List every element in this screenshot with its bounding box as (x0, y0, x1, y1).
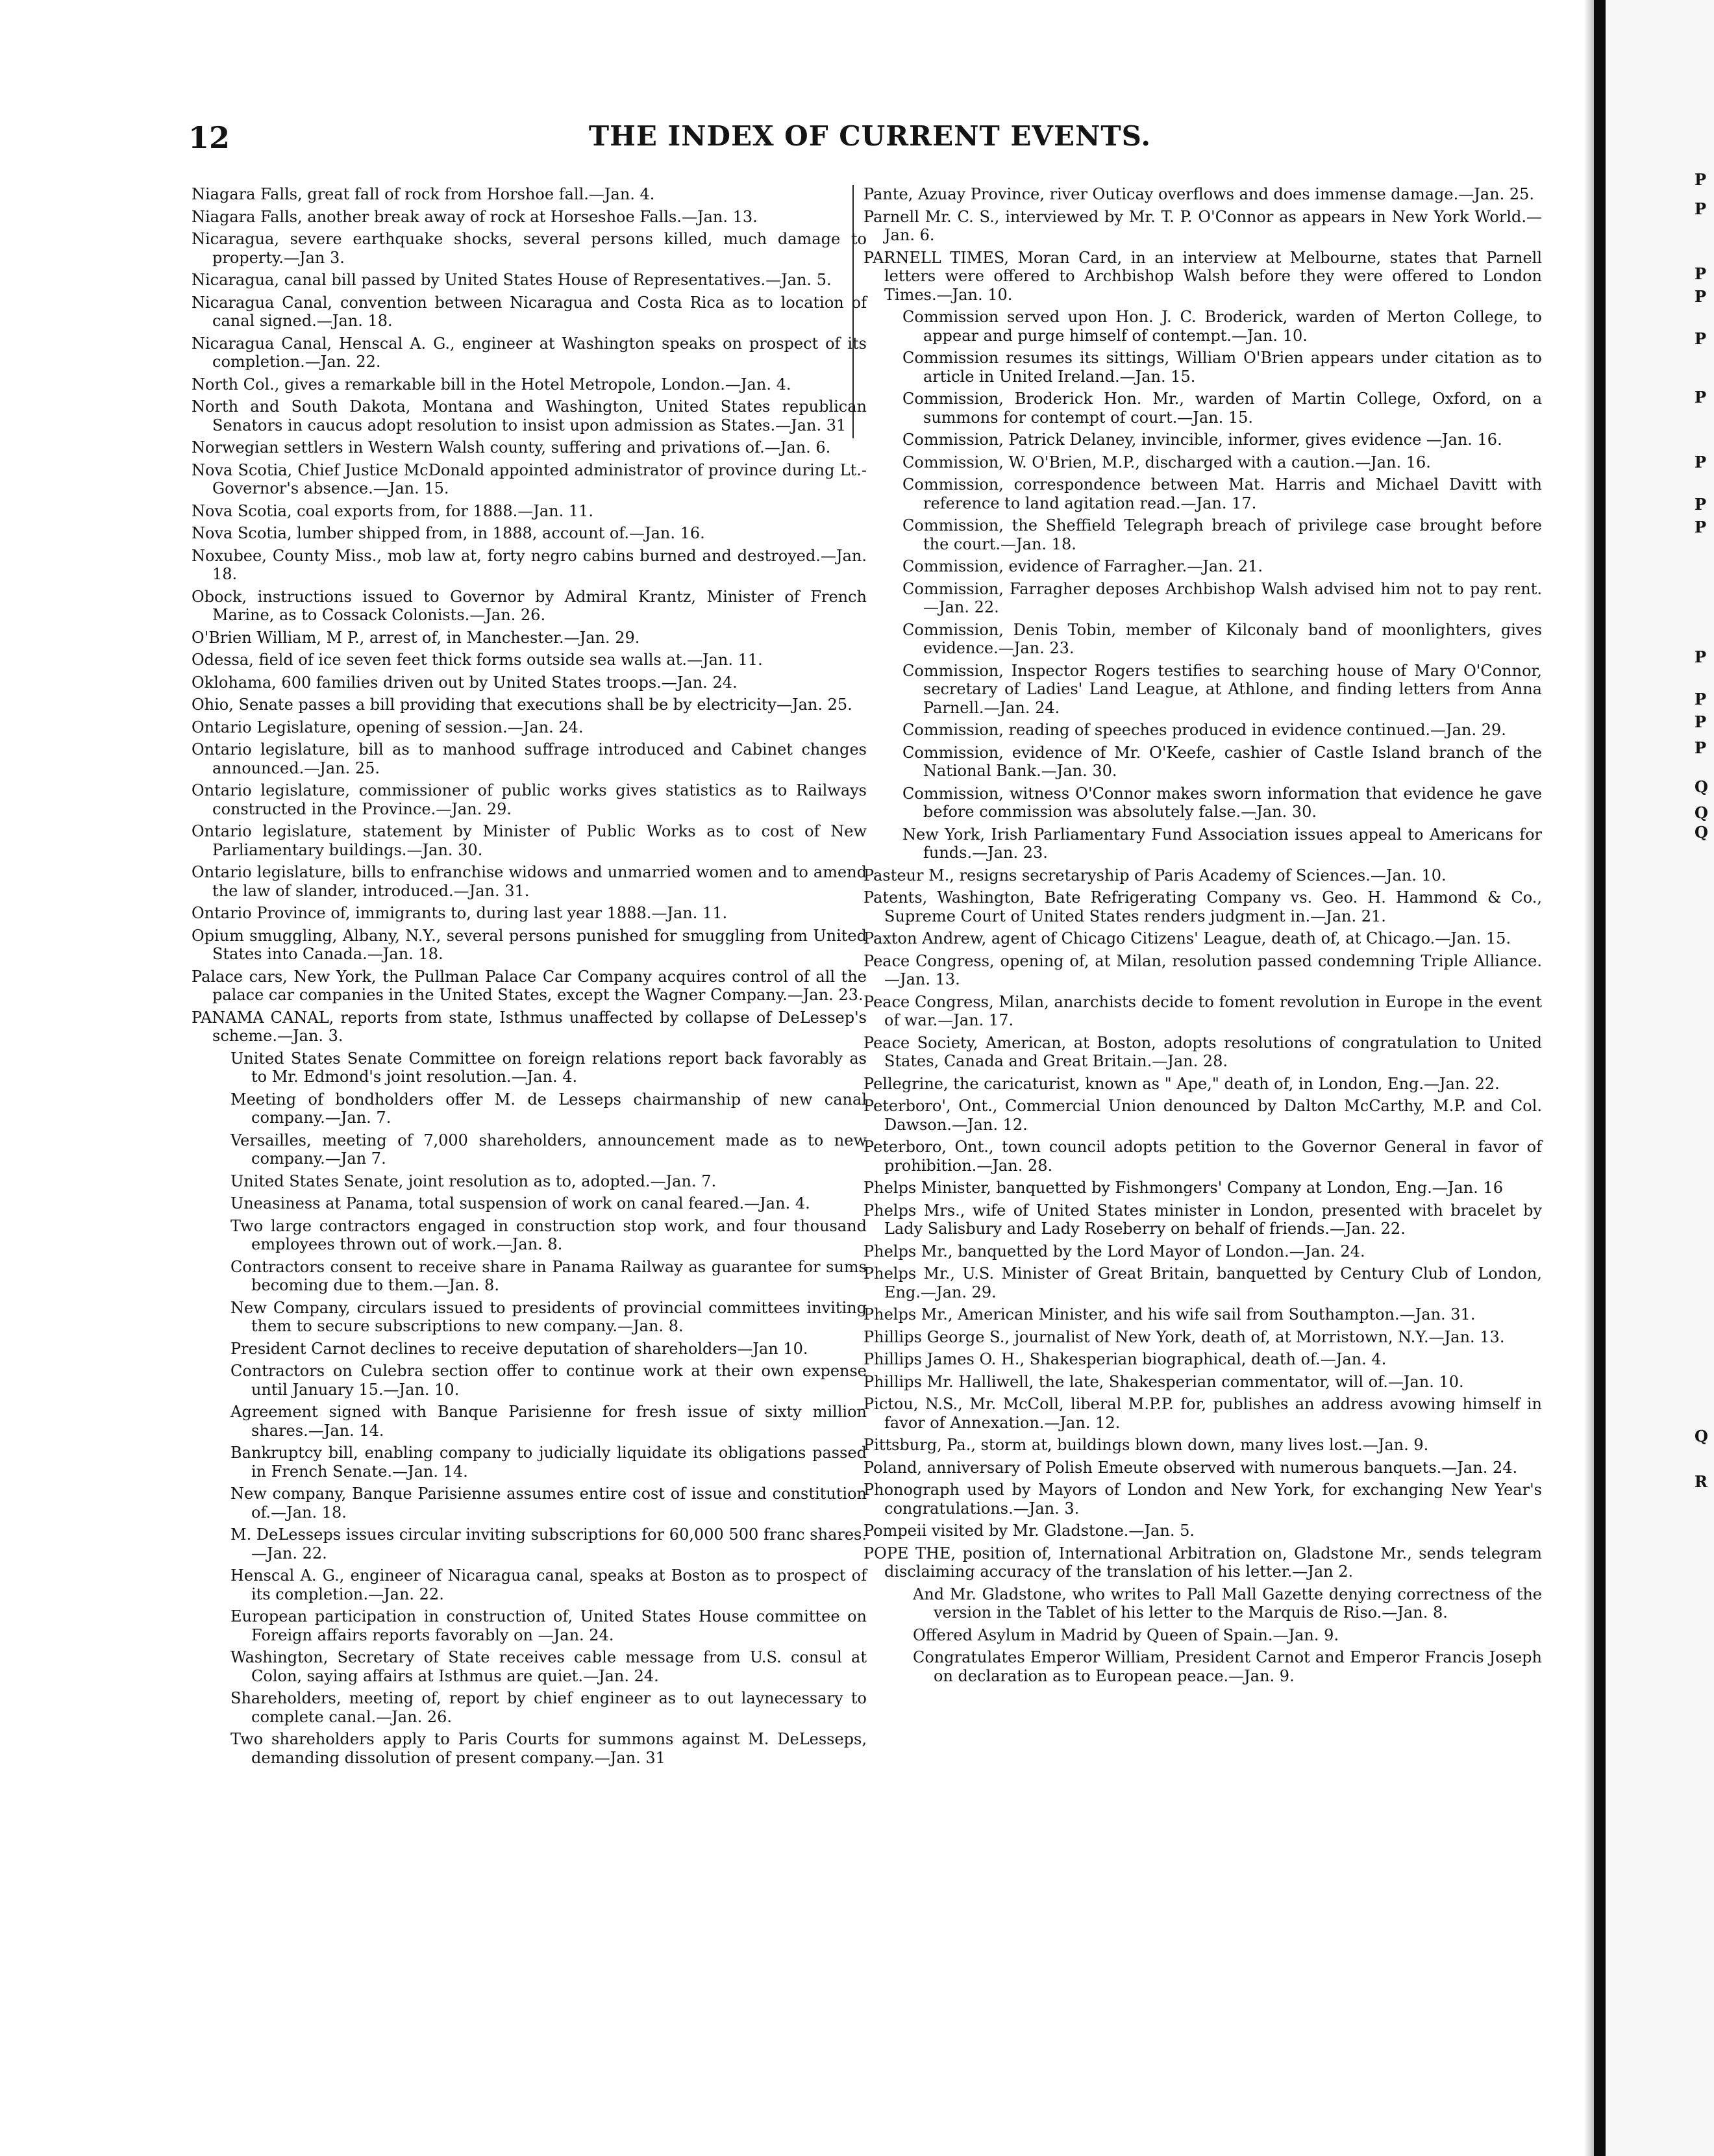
index-entry: Parnell Mr. C. S., interviewed by Mr. T. P. O'Connor as appears in New York World.—Jan. 6. (863, 207, 1542, 244)
facing-page-letter: P (1695, 740, 1707, 756)
index-entry: Peterboro', Ont., Commercial Union denounced by Dalton McCarthy, M.P. and Col. Dawson.—Jan. 12. (863, 1097, 1542, 1134)
index-entry: PARNELL TIMES, Moran Card, in an interview at Melbourne, states that Parnell letters were offered to Archbishop Walsh before they were offered to London Times.—Jan. 10. (863, 248, 1542, 304)
index-entry: Phillips George S., journalist of New York, death of, at Morristown, N.Y.—Jan. 13. (863, 1327, 1505, 1346)
facing-page-letter: P (1695, 201, 1707, 217)
index-entry: Oklohama, 600 families driven out by United States troops.—Jan. 24. (192, 673, 738, 692)
binding-shadow (1594, 0, 1606, 2156)
index-entry: Commission resumes its sittings, William O'Brien appears under citation as to article in United Ireland.—Jan. 15. (902, 349, 1542, 386)
index-entry: Uneasiness at Panama, total suspension of work on canal feared.—Jan. 4. (230, 1194, 810, 1212)
index-entry: Obock, instructions issued to Governor by Admiral Krantz, Minister of French Marine, as to Cossack Colonists.—Jan. 26. (192, 587, 867, 624)
index-entry: Ontario legislature, statement by Minister of Public Works as to cost of New Parliamentary buildings.—Jan. 30. (192, 822, 867, 859)
page-gutter (1584, 0, 1594, 2156)
index-entry: New company, Banque Parisienne assumes entire cost of issue and constitution of.—Jan. 18. (230, 1485, 867, 1522)
facing-page-letter: P (1695, 455, 1707, 470)
index-entry: Palace cars, New York, the Pullman Palace Car Company acquires control of all the palace car companies in the United States, except the Wagner Company.—Jan. 23. (192, 967, 867, 1004)
index-entry: Contractors consent to receive share in Panama Railway as guarantee for sums becoming due to them.—Jan. 8. (230, 1257, 867, 1294)
facing-page-letter: P (1695, 289, 1707, 305)
facing-page-letter: P (1695, 390, 1707, 405)
index-entry: Pompeii visited by Mr. Gladstone.—Jan. 5. (863, 1522, 1195, 1540)
index-entry: President Carnot declines to receive deputation of shareholders—Jan 10. (230, 1339, 808, 1358)
index-entry: Pasteur M., resigns secretaryship of Paris Academy of Sciences.—Jan. 10. (863, 866, 1447, 884)
index-entry: Nicaragua, canal bill passed by United States House of Representatives.—Jan. 5. (192, 271, 832, 289)
index-entry: Commission, Denis Tobin, member of Kilconaly band of moonlighters, gives evidence.—Jan. 23. (902, 620, 1542, 657)
index-entry: Commission, Broderick Hon. Mr., warden of Martin College, Oxford, on a summons for contempt of court.—Jan. 15. (902, 390, 1542, 427)
index-entry: New Company, circulars issued to presidents of provincial committees inviting them to secure subscriptions to new company.—Jan. 8. (230, 1298, 867, 1335)
index-entry: PANAMA CANAL, reports from state, Isthmus unaffected by collapse of DeLessep's scheme.—Jan. 3. (192, 1008, 867, 1045)
index-entry: Offered Asylum in Madrid by Queen of Spain.—Jan. 9. (913, 1625, 1339, 1644)
facing-page-edge (1604, 0, 1714, 2156)
index-entry: Contractors on Culebra section offer to continue work at their own expense until January 15.—Jan. 10. (230, 1362, 867, 1399)
index-entry: United States Senate Committee on foreign relations report back favorably as to Mr. Edmond's joint resolution.—Jan. 4. (230, 1049, 867, 1086)
right-column (863, 185, 1542, 1689)
index-entry: North Col., gives a remarkable bill in the Hotel Metropole, London.—Jan. 4. (192, 375, 791, 394)
index-entry: Two shareholders apply to Paris Courts for summons against M. DeLesseps, demanding dissolution of present company.—Jan. 31 (230, 1730, 867, 1767)
index-entry: POPE THE, position of, International Arbitration on, Gladstone Mr., sends telegram disclaiming accuracy of the translation of his letter.—Jan 2. (863, 1544, 1542, 1581)
index-entry: European participation in construction of, United States House committee on Foreign affairs reports favorably on —Jan. 24. (230, 1607, 867, 1644)
index-entry: Ohio, Senate passes a bill providing that executions shall be by electricity—Jan. 25. (192, 696, 852, 714)
index-entry: Ontario legislature, bill as to manhood suffrage introduced and Cabinet changes announced.—Jan. 25. (192, 740, 867, 777)
index-entry: Versailles, meeting of 7,000 shareholders, announcement made as to new company.—Jan 7. (230, 1131, 867, 1168)
index-entry: Peterboro, Ont., town council adopts petition to the Governor General in favor of prohibition.—Jan. 28. (863, 1138, 1542, 1175)
facing-page-letter: P (1695, 714, 1707, 730)
index-entry: Agreement signed with Banque Parisienne for fresh issue of sixty million shares.—Jan. 14. (230, 1403, 867, 1440)
index-entry: O'Brien William, M P., arrest of, in Manchester.—Jan. 29. (192, 628, 640, 647)
index-entry: Two large contractors engaged in construction stop work, and four thousand employees thrown out of work.—Jan. 8. (230, 1216, 867, 1253)
index-entry: Commission, evidence of Mr. O'Keefe, cashier of Castle Island branch of the National Bank.—Jan. 30. (902, 743, 1542, 780)
index-entry: New York, Irish Parliamentary Fund Association issues appeal to Americans for funds.—Jan. 23. (902, 825, 1542, 862)
index-entry: Pictou, N.S., Mr. McColl, liberal M.P.P. for, publishes an address avowing himself in favor of Annexation.—Jan. 12. (863, 1395, 1542, 1432)
index-entry: Commission, evidence of Farragher.—Jan. 21. (902, 557, 1263, 575)
index-entry: M. DeLesseps issues circular inviting subscriptions for 60,000 500 franc shares.—Jan. 22. (230, 1525, 867, 1562)
page-header (188, 120, 1552, 159)
index-entry: North and South Dakota, Montana and Washington, United States republican Senators in caucus adopt resolution to insist upon admission as States.—Jan. 31 (192, 397, 867, 434)
index-entry: Phonograph used by Mayors of London and New York, for exchanging New Year's congratulations.—Jan. 3. (863, 1481, 1542, 1518)
facing-page-letter: Q (1695, 805, 1708, 821)
index-entry: Pittsburg, Pa., storm at, buildings blown down, many lives lost.—Jan. 9. (863, 1436, 1429, 1454)
index-entry: Phelps Mrs., wife of United States minister in London, presented with bracelet by Lady Salisbury and Lady Roseberry on behalf of friends.—Jan. 22. (863, 1201, 1542, 1238)
index-entry: Niagara Falls, another break away of rock at Horseshoe Falls.—Jan. 13. (192, 207, 758, 226)
facing-page-letter: R (1695, 1474, 1708, 1490)
index-entry: Opium smuggling, Albany, N.Y., several persons punished for smuggling from United States into Canada.—Jan. 18. (192, 926, 867, 963)
index-entry: Phillips James O. H., Shakesperian biographical, death of.—Jan. 4. (863, 1350, 1387, 1368)
facing-page-letter: P (1695, 266, 1707, 282)
index-entry: Washington, Secretary of State receives cable message from U.S. consul at Colon, saying affairs at Isthmus are quiet.—Jan. 24. (230, 1648, 867, 1685)
index-entry: Ontario Province of, immigrants to, during last year 1888.—Jan. 11. (192, 904, 728, 922)
index-entry: Commission, correspondence between Mat. Harris and Michael Davitt with reference to land agitation read.—Jan. 17. (902, 475, 1542, 512)
facing-page-letter: P (1695, 520, 1707, 535)
index-entry: Nova Scotia, Chief Justice McDonald appointed administrator of province during Lt.-Governor's absence.—Jan. 15. (192, 460, 867, 497)
index-entry: Niagara Falls, great fall of rock from Horshoe fall.—Jan. 4. (192, 185, 655, 203)
index-entry: Pante, Azuay Province, river Outicay overflows and does immense damage.—Jan. 25. (863, 185, 1535, 203)
index-entry: Peace Society, American, at Boston, adopts resolutions of congratulation to United States, Canada and Great Britain.—Jan. 28. (863, 1033, 1542, 1070)
index-entry: Nova Scotia, lumber shipped from, in 1888, account of.—Jan. 16. (192, 524, 705, 542)
index-entry: United States Senate, joint resolution as to, adopted.—Jan. 7. (230, 1172, 717, 1190)
facing-page-letter: P (1695, 497, 1707, 512)
index-entry: Shareholders, meeting of, report by chief engineer as to out laynecessary to complete canal.—Jan. 26. (230, 1689, 867, 1726)
index-entry: Nicaragua Canal, Henscal A. G., engineer at Washington speaks on prospect of its completion.—Jan. 22. (192, 334, 867, 371)
index-entry: Nicaragua Canal, convention between Nicaragua and Costa Rica as to location of canal signed.—Jan. 18. (192, 293, 867, 330)
index-entry: Commission, Farragher deposes Archbishop Walsh advised him not to pay rent.—Jan. 22. (902, 579, 1542, 616)
index-entry: Paxton Andrew, agent of Chicago Citizens' League, death of, at Chicago.—Jan. 15. (863, 929, 1511, 947)
index-entry: Peace Congress, opening of, at Milan, resolution passed condemning Triple Alliance.—Jan. 13. (863, 951, 1542, 988)
facing-page-letter: P (1695, 172, 1707, 188)
page-title: THE INDEX OF CURRENT EVENTS. (588, 120, 1152, 152)
index-entry: Commission, Patrick Delaney, invincible, informer, gives evidence —Jan. 16. (902, 431, 1502, 449)
index-entry: Bankruptcy bill, enabling company to judicially liquidate its obligations passed in French Senate.—Jan. 14. (230, 1444, 867, 1481)
facing-page-letter: Q (1695, 825, 1708, 840)
index-entry: Phillips Mr. Halliwell, the late, Shakesperian commentator, will of.—Jan. 10. (863, 1372, 1464, 1391)
index-entry: And Mr. Gladstone, who writes to Pall Mall Gazette denying correctness of the version in the Tablet of his letter to the Marquis de Riso.—Jan. 8. (913, 1585, 1542, 1622)
index-entry: Patents, Washington, Bate Refrigerating Company vs. Geo. H. Hammond & Co., Supreme Court of United States renders judgment in.—Jan. 21. (863, 888, 1542, 925)
facing-page-letter: P (1695, 331, 1707, 347)
index-entry: Peace Congress, Milan, anarchists decide to foment revolution in Europe in the event of war.—Jan. 17. (863, 992, 1542, 1029)
index-entry: Meeting of bondholders offer M. de Lesseps chairmanship of new canal company.—Jan. 7. (230, 1090, 867, 1127)
index-entry: Phelps Mr., American Minister, and his wife sail from Southampton.—Jan. 31. (863, 1305, 1476, 1323)
index-entry: Ontario legislature, commissioner of public works gives statistics as to Railways constructed in the Province.—Jan. 29. (192, 781, 867, 818)
index-entry: Phelps Mr., banquetted by the Lord Mayor of London.—Jan. 24. (863, 1242, 1365, 1260)
facing-page-letter: P (1695, 649, 1707, 665)
index-entry: Commission served upon Hon. J. C. Broderick, warden of Merton College, to appear and purge himself of contempt.—Jan. 10. (902, 308, 1542, 345)
index-entry: Phelps Minister, banquetted by Fishmongers' Company at London, Eng.—Jan. 16 (863, 1179, 1503, 1197)
index-entry: Nicaragua, severe earthquake shocks, several persons killed, much damage to property.—Jan 3. (192, 230, 867, 267)
index-entry: Phelps Mr., U.S. Minister of Great Britain, banquetted by Century Club of London, Eng.—Jan. 29. (863, 1264, 1542, 1301)
index-entry: Commission, Inspector Rogers testifies to searching house of Mary O'Connor, secretary of Ladies' Land League, at Athlone, and finding letters from Anna Parnell.—Jan. 24. (902, 661, 1542, 717)
index-entry: Ontario Legislature, opening of session.—Jan. 24. (192, 718, 584, 736)
index-entry: Nova Scotia, coal exports from, for 1888.—Jan. 11. (192, 501, 594, 520)
index-entry: Ontario legislature, bills to enfranchise widows and unmarried women and to amend the law of slander, introduced.—Jan. 31. (192, 863, 867, 900)
index-entry: Congratulates Emperor William, President Carnot and Emperor Francis Joseph on declaration as to European peace.—Jan. 9. (913, 1648, 1542, 1685)
index-entry: Pellegrine, the caricaturist, known as " Ape," death of, in London, Eng.—Jan. 22. (863, 1074, 1500, 1093)
facing-page-letter: Q (1695, 779, 1708, 795)
facing-page-letter: P (1695, 692, 1707, 707)
page-number: 12 (188, 120, 230, 155)
index-entry: Poland, anniversary of Polish Emeute observed with numerous banquets.—Jan. 24. (863, 1458, 1518, 1477)
index-entry: Commission, W. O'Brien, M.P., discharged with a caution.—Jan. 16. (902, 453, 1431, 471)
index-entry: Noxubee, County Miss., mob law at, forty negro cabins burned and destroyed.—Jan. 18. (192, 546, 867, 583)
left-column (192, 185, 867, 1771)
index-entry: Henscal A. G., engineer of Nicaragua canal, speaks at Boston as to prospect of its completion.—Jan. 22. (230, 1566, 867, 1603)
facing-page-letter: Q (1695, 1429, 1708, 1444)
index-entry: Commission, witness O'Connor makes sworn information that evidence he gave before commission was absolutely false.—Jan. 30. (902, 784, 1542, 821)
index-entry: Commission, reading of speeches produced in evidence continued.—Jan. 29. (902, 721, 1506, 739)
index-entry: Norwegian settlers in Western Walsh county, suffering and privations of.—Jan. 6. (192, 438, 831, 457)
index-entry: Odessa, field of ice seven feet thick forms outside sea walls at.—Jan. 11. (192, 651, 763, 669)
index-entry: Commission, the Sheffield Telegraph breach of privilege case brought before the court.—Jan. 18. (902, 516, 1542, 553)
